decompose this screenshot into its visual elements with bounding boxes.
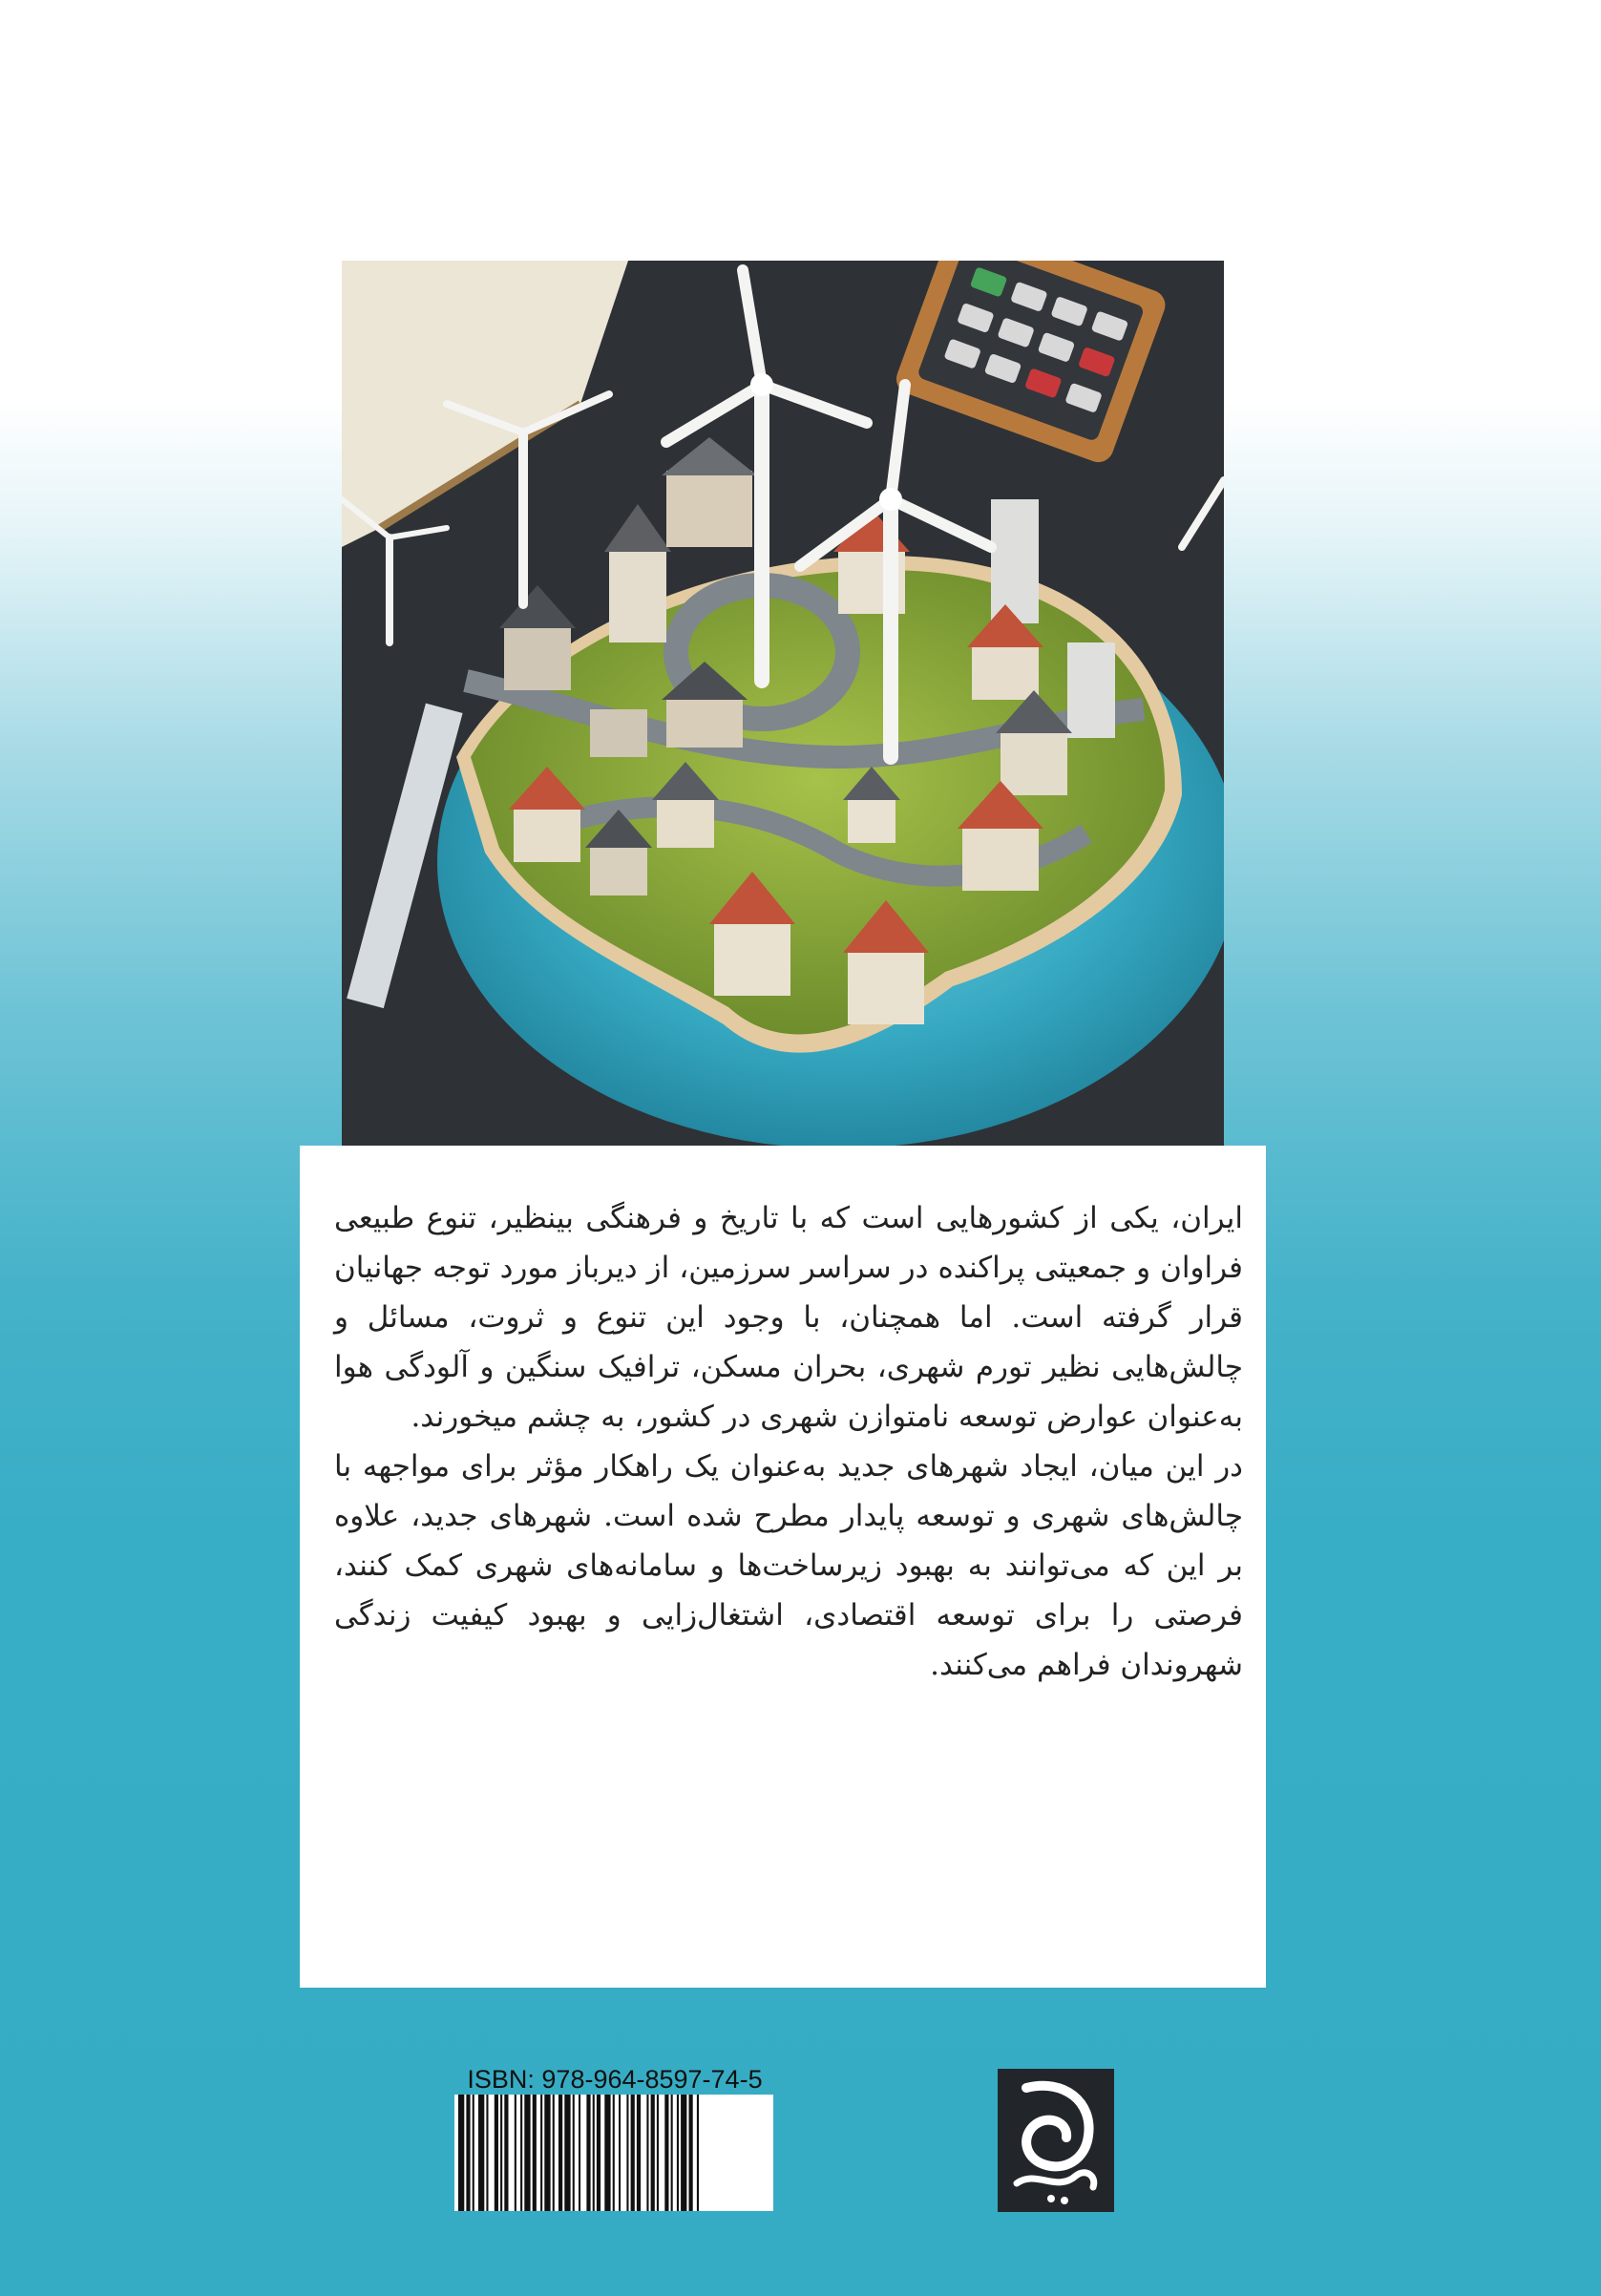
cover-illustration bbox=[342, 261, 1224, 1146]
publisher-calligraphy-icon bbox=[998, 2069, 1114, 2212]
blurb-paragraph-1: ایران، یکی از کشورهایی است که با تاریخ و فرهنگی بینظیر، تنوع طبیعی فراوان و جمعیتی پراکنده در سراسر سرزمین، از دیرباز مورد توجه جهانیان قرار گرفته است. اما همچنان، با وجود این تنوع و ثروت، مسائل و چالش‌هایی نظیر تورم شهری، بحران مسکن، ترافیک سنگین و آلودگی هوا به‌عنوان عوارض توسعه نامتوازن شهری در کشور، به چشم میخورند. bbox=[334, 1201, 1243, 1434]
back-cover-blurb bbox=[334, 1193, 1243, 1690]
barcode bbox=[454, 2095, 773, 2211]
publisher-logo bbox=[998, 2069, 1114, 2212]
isbn-label: ISBN: 978-964-8597-74-5 bbox=[467, 2065, 763, 2094]
blurb-paragraph-2: در این میان، ایجاد شهرهای جدید به‌عنوان یک راهکار مؤثر برای مواجهه با چالش‌های شهری و توسعه پایدار مطرح شده است. شهرهای جدید، علاوه بر این که می‌توانند به بهبود زیرساخت‌ها و سامانه‌های شهری کمک کنند، فرصتی را برای توسعه اقتصادی، اشتغال‌زایی و بهبود کیفیت زندگی شهروندان فراهم می‌کنند. bbox=[334, 1449, 1243, 1682]
